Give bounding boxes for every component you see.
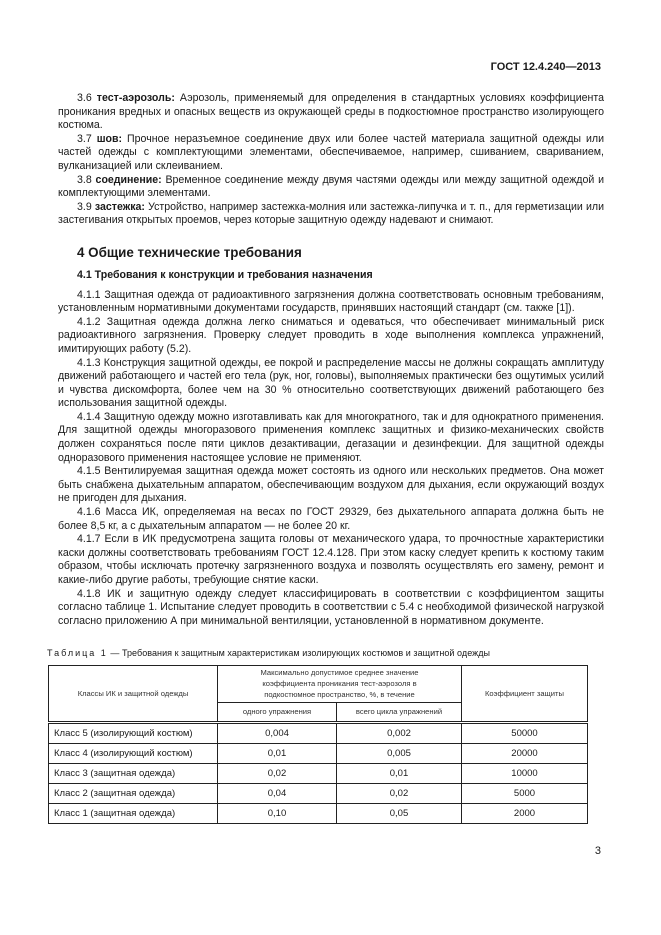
definition-text: Устройство, например застежка-молния или застежка-липучка и т. п., для герметизации или застегивания открытых проемов, через которые защитную одежду надевают и снимают. [58, 200, 604, 227]
document-id: ГОСТ 12.4.240—2013 [490, 61, 601, 73]
requirement-paragraph: 4.1.4 Защитную одежду можно изготавливать как для многократного, так и для однократного применения. Для защитной одежды многоразового применения комплекс защитных и физико-механических свойств должен сохраняться после пяти циклов дезактивации, дегазации и дезинфекции. Для защитной одежды одноразового применения настоящее условие не применяют. [58, 410, 604, 464]
definition-number: 3.9 [77, 200, 92, 213]
requirement-paragraph: 4.1.3 Конструкция защитной одежды, ее покрой и распределение массы не должны сокращать амплитуду движений работающего и частей его тела (рук, ног, головы), выполняемых практически без ощутимых усилий и чувства дискомфорта, более чем на 30 % относительно соответствующих движений работающего без использования защитной одежды. [58, 356, 604, 410]
header-max: Максимально допустимое среднее значение коэффициента проникания тест-аэрозоля в подкостюмное пространство, %, в течение [218, 665, 462, 702]
definitions [58, 92, 604, 228]
requirement-paragraph: 4.1.8 ИК и защитную одежду следует классифицировать в соответствии с коэффициентом защиты согласно таблице 1. Испытание следует проводить в соответствии с 5.4 с необходимой физической нагрузкой согласно приложению А при минимальной вентиляции, установленной в нормативном документе. [58, 587, 604, 627]
definition-text: Аэрозоль, применяемый для определения в стандартных условиях коэффициента проникания вредных и опасных веществ из окружающей среды в подкостюмное пространство изолирующего костюма. [58, 92, 605, 132]
coefficient-cell: 50000 [462, 722, 588, 743]
table-row [49, 763, 588, 783]
definition-paragraph [58, 201, 604, 228]
table-row [49, 743, 588, 763]
requirement-paragraph: 4.1.2 Защитная одежда должна легко сниматься и одеваться, что обеспечивает минимальный риск радиоактивного загрязнения. Проверку следует проводить в ходе выполнения комплекса упражнений, имитирующих работу (5.2). [58, 315, 604, 355]
requirement-paragraph: 4.1.5 Вентилируемая защитная одежда может состоять из одного или нескольких предметов. Она может быть снабжена дыхательным аппаратом, обеспечивающим воздухом для дыхания, если окружающий воздух не пригоден для дыхания. [58, 465, 604, 505]
requirement-paragraph: 4.1.1 Защитная одежда от радиоактивного загрязнения должна соответствовать основным требованиям, установленным нормативными документами государств, принявших настоящий стандарт (см. также [1]). [58, 288, 604, 315]
table-row [49, 783, 588, 803]
definition-number: 3.6 [77, 92, 92, 104]
caption-text: — Требования к защитным характеристикам изолирующих костюмов и защитной одежды [107, 648, 491, 659]
definition-number: 3.7 [77, 132, 92, 145]
definition-term: шов: [96, 132, 123, 145]
full-cycle-cell: 0,02 [337, 783, 462, 803]
requirements [58, 289, 604, 629]
table-row [49, 722, 588, 743]
definition-paragraph [58, 133, 604, 174]
class-cell: Класс 5 (изолирующий костюм) [49, 722, 218, 743]
coefficient-cell: 20000 [462, 743, 588, 763]
header-one: одного упражнения [218, 702, 337, 722]
class-cell: Класс 2 (защитная одежда) [49, 783, 218, 803]
definition-text: Прочное неразъемное соединение двух или более частей материала защитной одежды или частей одежды с комплектующими элементами, обеспечиваемое, например, сшиванием, свариванием, вулканизацией или склеиванием. [58, 132, 604, 172]
single-exercise-cell: 0,004 [218, 722, 337, 743]
coefficient-cell: 5000 [462, 783, 588, 803]
coefficient-cell: 10000 [462, 763, 588, 783]
table-caption [47, 647, 604, 661]
caption-label: Таблица 1 [47, 648, 108, 659]
page-number: 3 [594, 845, 601, 857]
class-cell: Класс 4 (изолирующий костюм) [49, 743, 218, 763]
coefficient-cell: 2000 [462, 803, 588, 823]
definition-paragraph [58, 92, 604, 133]
section-heading: 4 Общие технические требования [77, 244, 302, 260]
class-cell: Класс 1 (защитная одежда) [49, 803, 218, 823]
table-row [49, 803, 588, 823]
header-cycle: всего цикла упражнений [337, 702, 462, 722]
header-coef: Коэффициент защиты [462, 665, 588, 722]
single-exercise-cell: 0,01 [218, 743, 337, 763]
single-exercise-cell: 0,02 [218, 763, 337, 783]
full-cycle-cell: 0,002 [337, 722, 462, 743]
single-exercise-cell: 0,10 [218, 803, 337, 823]
requirement-paragraph: 4.1.7 Если в ИК предусмотрена защита головы от механического удара, то прочностные характеристики каски должны соответствовать требованиям ГОСТ 12.4.128. При этом каску следует крепить к костюму таким образом, чтобы исключать протечку загрязненного воздуха и позволять осуществлять его замену, ремонт и какие-либо другие работы, требующие снятие каски. [58, 533, 604, 586]
protection-class-table [48, 665, 588, 824]
full-cycle-cell: 0,01 [337, 763, 462, 783]
header-class: Классы ИК и защитной одежды [49, 665, 218, 722]
full-cycle-cell: 0,005 [337, 743, 462, 763]
subsection-heading: 4.1 Требования к конструкции и требования назначения [77, 268, 373, 281]
class-cell: Класс 3 (защитная одежда) [49, 763, 218, 783]
definition-term: тест-аэрозоль: [96, 92, 175, 104]
definition-paragraph [58, 174, 604, 201]
definition-term: застежка: [94, 200, 145, 213]
requirement-paragraph: 4.1.6 Масса ИК, определяемая на весах по ГОСТ 29329, без дыхательного аппарата должна быть не более 8,5 кг, а с дыхательным аппаратом — не более 20 кг. [58, 506, 604, 532]
definition-term: соединение: [95, 173, 162, 186]
definition-text: Временное соединение между двумя частями одежды или между защитной одеждой и комплектующими элементами. [58, 173, 604, 200]
page-content [47, 92, 605, 824]
full-cycle-cell: 0,05 [337, 803, 462, 823]
definition-number: 3.8 [77, 173, 92, 186]
single-exercise-cell: 0,04 [218, 783, 337, 803]
